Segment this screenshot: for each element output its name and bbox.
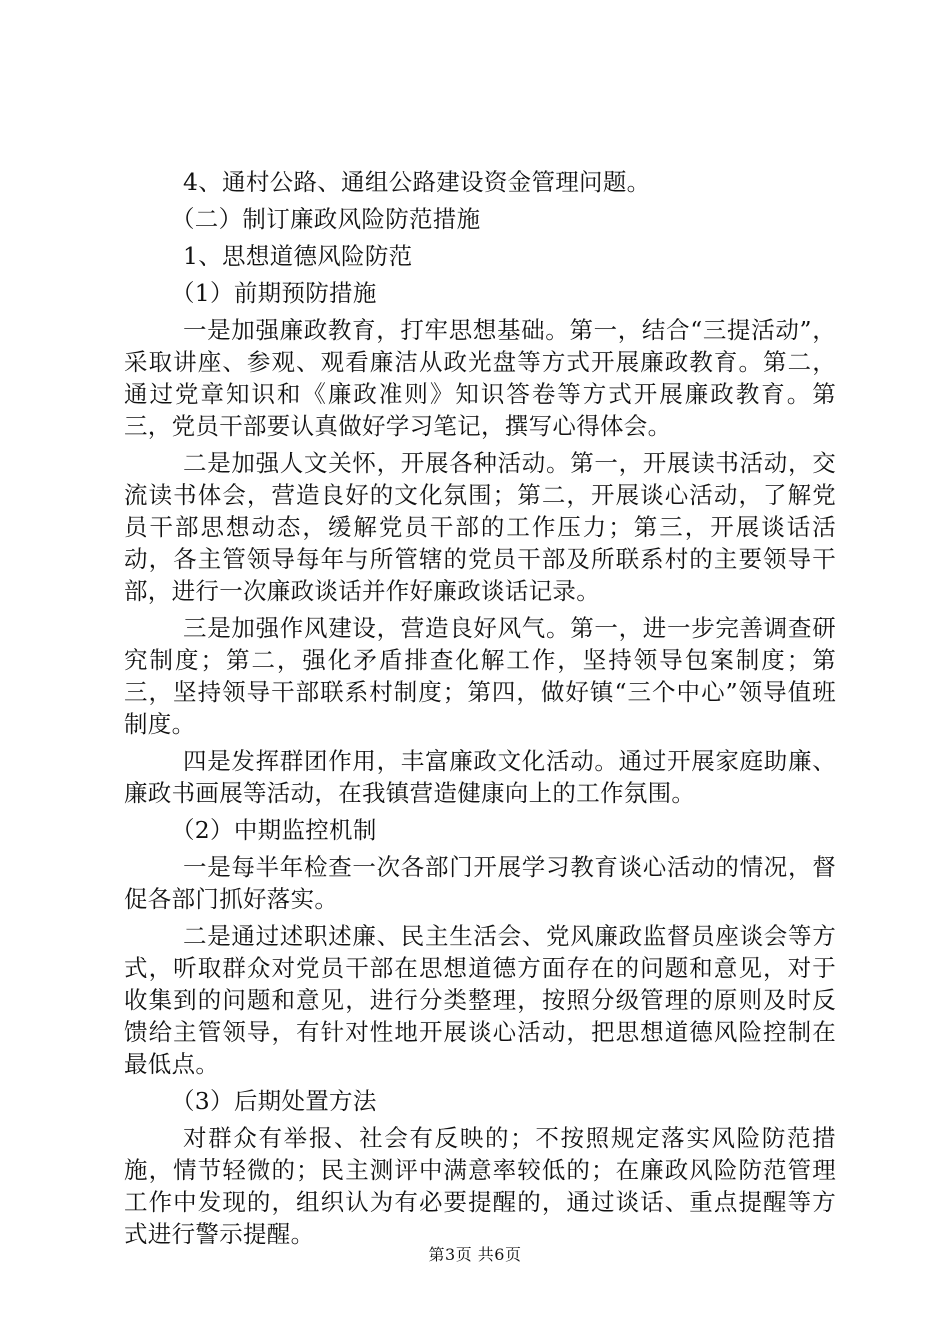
paragraph-item-4-funds: 4、通村公路、通组公路建设资金管理问题。 xyxy=(183,168,651,196)
paragraph-work-style: 三是加强作风建设，营造良好风气。第一，进一步完善调查研究制度；第二，强化矛盾排查化解工作，坚持领导包案制度；第三，坚持领导干部联系村制度；第四，做好镇“三个中心”领导值班制度。 xyxy=(124,614,836,738)
page-number-footer: 第3页 共6页 xyxy=(428,1245,522,1264)
document-body xyxy=(124,166,836,1255)
paragraph-semiannual-check: 一是每半年检查一次各部门开展学习教育谈心活动的情况，督促各部门抓好落实。 xyxy=(124,853,836,913)
subheading-prevention: （1）前期预防措施 xyxy=(171,279,377,307)
paragraph-feedback: 二是通过述职述廉、民主生活会、党风廉政监督员座谈会等方式，听取群众对党员干部在思想道德方面存在的问题和意见，对于收集到的问题和意见，进行分类整理，按照分级管理的原则及时反馈给主管领导，有针对性地开展谈心活动，把思想道德风险控制在最低点。 xyxy=(124,922,836,1078)
subheading-monitoring: （2）中期监控机制 xyxy=(171,816,377,844)
paragraph-group-role: 四是发挥群团作用，丰富廉政文化活动。通过开展家庭助廉、廉政书画展等活动，在我镇营造健康向上的工作氛围。 xyxy=(124,747,836,807)
paragraph-humanistic-care: 二是加强人文关怀，开展各种活动。第一，开展读书活动，交流读书体会，营造良好的文化氛围；第二，开展谈心活动，了解党员干部思想动态，缓解党员干部的工作压力；第三，开展谈话活动，各主管领导每年与所管辖的党员干部及所联系村的主要领导干部，进行一次廉政谈话并作好廉政谈话记录。 xyxy=(124,449,836,605)
subheading-disposal: （3）后期处置方法 xyxy=(171,1087,377,1115)
paragraph-warning-reminder: 对群众有举报、社会有反映的；不按照规定落实风险防范措施，情节轻微的；民主测评中满意率较低的；在廉政风险防范管理工作中发现的，组织认为有必要提醒的，通过谈话、重点提醒等方式进行警示提醒。 xyxy=(124,1124,836,1248)
subsection-heading-moral-risk: 1、思想道德风险防范 xyxy=(183,242,413,270)
section-heading-measures: （二）制订廉政风险防范措施 xyxy=(171,205,481,233)
paragraph-education: 一是加强廉政教育，打牢思想基础。第一，结合“三提活动”，采取讲座、参观、观看廉洁从政光盘等方式开展廉政教育。第二，通过党章知识和《廉政准则》知识答卷等方式开展廉政教育。第三，党员干部要认真做好学习笔记，撰写心得体会。 xyxy=(124,316,836,440)
